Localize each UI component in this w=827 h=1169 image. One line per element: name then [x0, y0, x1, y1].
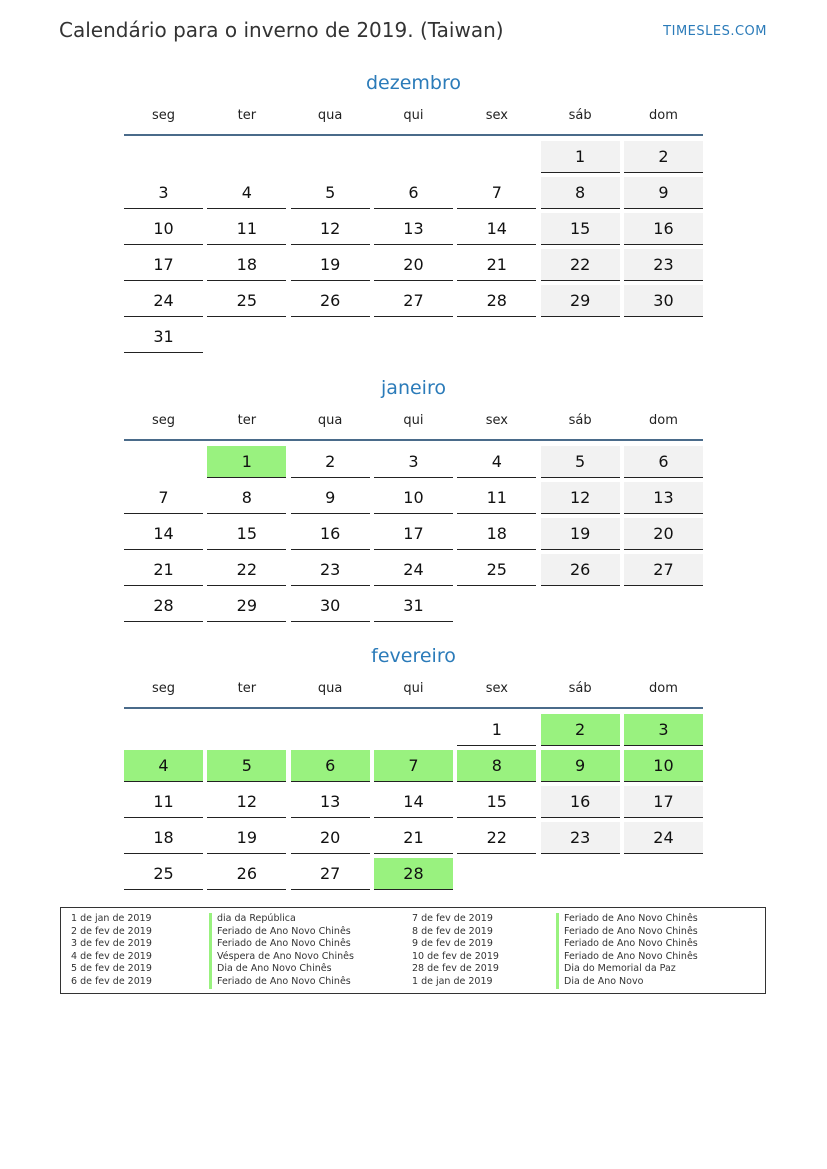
legend-holiday-name: Feriado de Ano Novo Chinês	[556, 938, 698, 951]
day-cell[interactable]: 15	[207, 518, 286, 550]
weekday-label: qui	[403, 413, 424, 428]
day-cell[interactable]: 22	[541, 249, 620, 281]
weekday-label: seg	[151, 413, 176, 428]
weekday-label: dom	[649, 413, 678, 428]
day-cell[interactable]: 23	[291, 554, 370, 586]
weekday-label: ter	[237, 681, 257, 696]
legend-holiday-name: Feriado de Ano Novo Chinês	[209, 938, 354, 951]
day-cell[interactable]: 12	[291, 213, 370, 245]
day-cell[interactable]: 5	[207, 750, 286, 782]
day-cell[interactable]: 20	[291, 822, 370, 854]
day-cell[interactable]: 7	[457, 177, 536, 209]
day-cell[interactable]: 23	[541, 822, 620, 854]
day-cell[interactable]: 5	[541, 446, 620, 478]
day-cell[interactable]: 26	[541, 554, 620, 586]
day-cell[interactable]: 8	[207, 482, 286, 514]
day-cell[interactable]: 26	[207, 858, 286, 890]
day-cell[interactable]: 25	[207, 285, 286, 317]
weekday-label: sex	[485, 108, 508, 123]
weekday-label: sáb	[568, 681, 592, 696]
day-cell[interactable]: 31	[124, 321, 203, 353]
day-cell[interactable]: 4	[124, 750, 203, 782]
month-name: janeiro	[381, 377, 446, 399]
day-grid	[124, 714, 703, 890]
legend-holiday-name: dia da República	[209, 913, 354, 926]
day-cell[interactable]: 18	[207, 249, 286, 281]
day-cell[interactable]: 6	[291, 750, 370, 782]
day-cell[interactable]: 16	[291, 518, 370, 550]
day-grid	[124, 141, 703, 353]
day-cell[interactable]: 31	[374, 590, 453, 622]
empty-cell	[291, 141, 370, 173]
day-cell[interactable]: 5	[291, 177, 370, 209]
day-cell[interactable]: 27	[291, 858, 370, 890]
day-cell[interactable]: 2	[291, 446, 370, 478]
day-cell[interactable]: 29	[541, 285, 620, 317]
day-cell[interactable]: 20	[624, 518, 703, 550]
day-cell[interactable]: 7	[124, 482, 203, 514]
day-cell[interactable]: 15	[541, 213, 620, 245]
day-cell[interactable]: 24	[124, 285, 203, 317]
day-cell[interactable]: 9	[291, 482, 370, 514]
day-cell[interactable]: 13	[624, 482, 703, 514]
day-cell[interactable]: 8	[541, 177, 620, 209]
empty-cell	[124, 446, 203, 478]
legend-date: 9 de fev de 2019	[412, 938, 493, 950]
weekday-label: sáb	[568, 413, 592, 428]
day-cell[interactable]: 19	[541, 518, 620, 550]
weekday-label: qui	[403, 108, 424, 123]
day-cell[interactable]: 30	[291, 590, 370, 622]
weekday-label: dom	[649, 108, 678, 123]
day-cell[interactable]: 12	[541, 482, 620, 514]
day-cell[interactable]: 30	[624, 285, 703, 317]
holiday-legend	[60, 907, 766, 994]
day-cell[interactable]: 22	[207, 554, 286, 586]
legend-date: 6 de fev de 2019	[71, 975, 152, 987]
day-cell[interactable]: 2	[541, 714, 620, 746]
day-cell[interactable]: 6	[374, 177, 453, 209]
month-fevereiro	[124, 643, 703, 890]
month-dezembro	[124, 70, 703, 353]
day-cell[interactable]: 18	[457, 518, 536, 550]
legend-holiday-name: Feriado de Ano Novo Chinês	[209, 976, 354, 989]
weekday-label: seg	[151, 681, 176, 696]
day-cell[interactable]: 29	[207, 590, 286, 622]
month-name: fevereiro	[371, 645, 456, 667]
weekday-label: dom	[649, 681, 678, 696]
weekday-label: qui	[403, 681, 424, 696]
day-cell[interactable]: 10	[124, 213, 203, 245]
day-cell[interactable]: 16	[624, 213, 703, 245]
legend-holiday-name: Véspera de Ano Novo Chinês	[209, 951, 354, 964]
day-cell[interactable]: 17	[374, 518, 453, 550]
legend-date: 1 de jan de 2019	[71, 913, 152, 924]
legend-date: 8 de fev de 2019	[412, 925, 493, 937]
day-cell[interactable]: 10	[374, 482, 453, 514]
day-cell[interactable]: 13	[374, 213, 453, 245]
day-cell[interactable]: 12	[207, 786, 286, 818]
day-cell[interactable]: 1	[207, 446, 286, 478]
weekday-label: sáb	[568, 108, 592, 123]
legend-date: 7 de fev de 2019	[412, 913, 493, 924]
day-cell[interactable]: 23	[624, 249, 703, 281]
weekday-label: sex	[485, 413, 508, 428]
page-title: Calendário para o inverno de 2019. (Taiwan)	[59, 18, 504, 42]
day-cell[interactable]: 4	[207, 177, 286, 209]
day-cell[interactable]: 6	[624, 446, 703, 478]
day-cell[interactable]: 7	[374, 750, 453, 782]
day-cell[interactable]: 11	[124, 786, 203, 818]
empty-cell	[124, 141, 203, 173]
day-cell[interactable]: 11	[457, 482, 536, 514]
day-cell[interactable]: 25	[124, 858, 203, 890]
day-cell[interactable]: 13	[291, 786, 370, 818]
day-cell[interactable]: 19	[207, 822, 286, 854]
weekday-header	[124, 106, 703, 136]
day-cell[interactable]: 10	[624, 750, 703, 782]
weekday-label: seg	[151, 108, 176, 123]
day-cell[interactable]: 16	[541, 786, 620, 818]
empty-cell	[374, 714, 453, 746]
day-cell[interactable]: 17	[624, 786, 703, 818]
empty-cell	[291, 714, 370, 746]
brand-logo[interactable]: TIMESLES.COM	[663, 24, 767, 39]
legend-date: 4 de fev de 2019	[71, 950, 152, 962]
day-cell[interactable]: 26	[291, 285, 370, 317]
weekday-label: sex	[485, 681, 508, 696]
day-cell[interactable]: 28	[374, 858, 453, 890]
weekday-label: qua	[317, 108, 343, 123]
legend-date: 28 de fev de 2019	[412, 963, 499, 975]
day-cell[interactable]: 3	[374, 446, 453, 478]
empty-cell	[374, 141, 453, 173]
day-grid	[124, 446, 703, 622]
legend-dates-right	[412, 913, 499, 989]
day-cell[interactable]: 28	[457, 285, 536, 317]
legend-holiday-name: Dia do Memorial da Paz	[556, 963, 698, 976]
weekday-label: qua	[317, 413, 343, 428]
weekday-label: ter	[237, 413, 257, 428]
day-cell[interactable]: 22	[457, 822, 536, 854]
day-cell[interactable]: 21	[124, 554, 203, 586]
empty-cell	[457, 141, 536, 173]
legend-names-left	[209, 913, 354, 989]
day-cell[interactable]: 18	[124, 822, 203, 854]
day-cell[interactable]: 14	[374, 786, 453, 818]
legend-names-right	[556, 913, 698, 989]
legend-holiday-name: Dia de Ano Novo	[556, 976, 698, 989]
day-cell[interactable]: 27	[374, 285, 453, 317]
day-cell[interactable]: 3	[124, 177, 203, 209]
day-cell[interactable]: 20	[374, 249, 453, 281]
empty-cell	[124, 714, 203, 746]
day-cell[interactable]: 11	[207, 213, 286, 245]
day-cell[interactable]: 14	[457, 213, 536, 245]
day-cell[interactable]: 21	[457, 249, 536, 281]
weekday-header	[124, 411, 703, 441]
day-cell[interactable]: 2	[624, 141, 703, 173]
legend-holiday-name: Feriado de Ano Novo Chinês	[556, 926, 698, 939]
legend-date: 2 de fev de 2019	[71, 925, 152, 937]
day-cell[interactable]: 24	[374, 554, 453, 586]
day-cell[interactable]: 24	[624, 822, 703, 854]
weekday-header	[124, 679, 703, 709]
legend-holiday-name: Feriado de Ano Novo Chinês	[209, 926, 354, 939]
month-name: dezembro	[366, 72, 461, 94]
day-cell[interactable]: 14	[124, 518, 203, 550]
legend-date: 5 de fev de 2019	[71, 963, 152, 975]
day-cell[interactable]: 9	[624, 177, 703, 209]
month-janeiro	[124, 375, 703, 622]
day-cell[interactable]: 28	[124, 590, 203, 622]
day-cell[interactable]: 15	[457, 786, 536, 818]
empty-cell	[207, 141, 286, 173]
day-cell[interactable]: 19	[291, 249, 370, 281]
weekday-label: qua	[317, 681, 343, 696]
day-cell[interactable]: 21	[374, 822, 453, 854]
day-cell[interactable]: 17	[124, 249, 203, 281]
day-cell[interactable]: 1	[541, 141, 620, 173]
legend-holiday-name: Feriado de Ano Novo Chinês	[556, 913, 698, 926]
day-cell[interactable]: 3	[624, 714, 703, 746]
legend-date: 3 de fev de 2019	[71, 938, 152, 950]
day-cell[interactable]: 4	[457, 446, 536, 478]
day-cell[interactable]: 9	[541, 750, 620, 782]
day-cell[interactable]: 8	[457, 750, 536, 782]
day-cell[interactable]: 1	[457, 714, 536, 746]
legend-date: 10 de fev de 2019	[412, 950, 499, 962]
legend-holiday-name: Dia de Ano Novo Chinês	[209, 963, 354, 976]
legend-holiday-name: Feriado de Ano Novo Chinês	[556, 951, 698, 964]
legend-dates-left	[71, 913, 152, 989]
day-cell[interactable]: 25	[457, 554, 536, 586]
day-cell[interactable]: 27	[624, 554, 703, 586]
weekday-label: ter	[237, 108, 257, 123]
empty-cell	[207, 714, 286, 746]
legend-date: 1 de jan de 2019	[412, 975, 493, 987]
